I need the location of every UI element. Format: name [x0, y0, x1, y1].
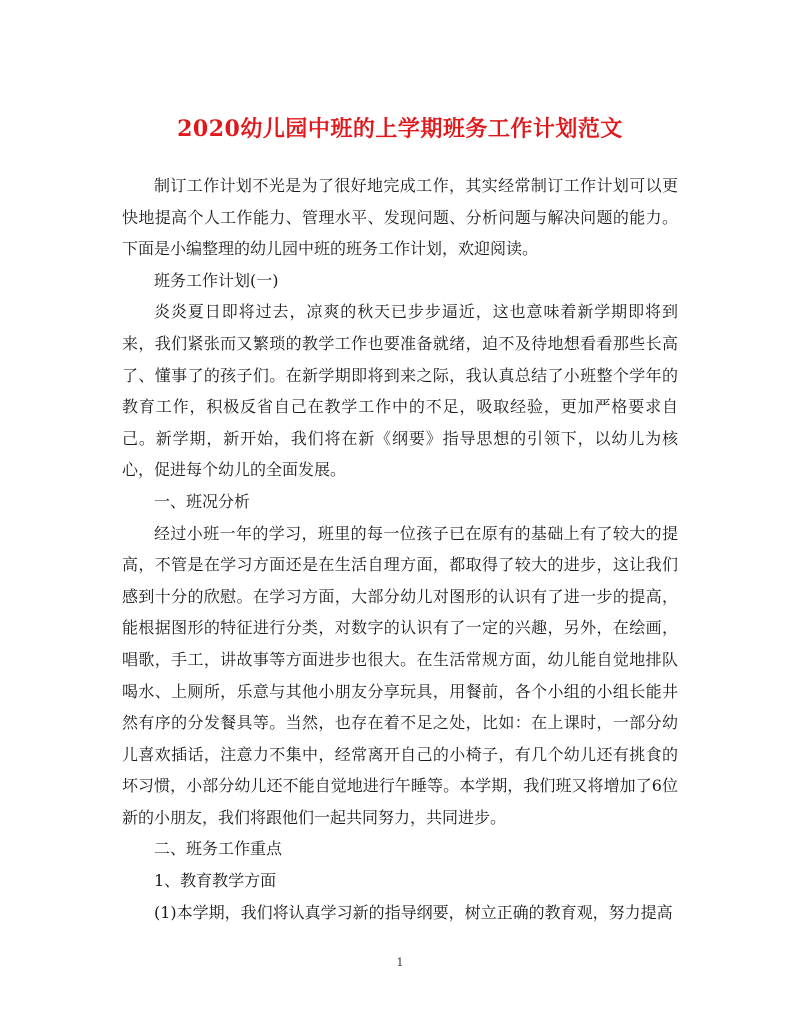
page-number: 1	[396, 956, 404, 969]
intro-paragraph: 制订工作计划不光是为了很好地完成工作，其实经常制订工作计划可以更快地提高个人工作能力、管理水平、发现问题、分析问题与解决问题的能力。下面是小编整理的幼儿园中班的班务工作计划，欢迎阅读。	[122, 176, 678, 259]
plan-heading: 班务工作计划(一)	[154, 270, 279, 290]
teaching-item-paragraph: (1)本学期，我们将认真学习新的指导纲要，树立正确的教育观，努力提高	[154, 902, 673, 922]
document-body	[122, 170, 678, 928]
section-heading-work-focus: 二、班务工作重点	[154, 839, 283, 859]
section-heading-class-analysis: 一、班况分析	[154, 491, 251, 511]
class-analysis-paragraph: 经过小班一年的学习，班里的每一位孩子已在原有的基础上有了较大的提高，不管是在学习方面还是在生活自理方面，都取得了较大的进步，这让我们感到十分的欣慰。在学习方面，大部分幼儿对图形的认识有了进一步的提高，能根据图形的特征进行分类，对数字的认识有了一定的兴趣，另外，在绘画，唱歌，手工，讲故事等方面进步也很大。在生活常规方面，幼儿能自觉地排队喝水、上厕所，乐意与其他小朋友分享玩具，用餐前，各个小组的小组长能井然有序的分发餐具等。当然，也存在着不足之处，比如：在上课时，一部分幼儿喜欢插话，注意力不集中，经常离开自己的小椅子，有几个幼儿还有挑食的坏习惯，小部分幼儿还不能自觉地进行午睡等。本学期，我们班又将增加了6位新的小朋友，我们将跟他们一起共同努力，共同进步。	[122, 523, 678, 827]
document-title: 2020幼儿园中班的上学期班务工作计划范文	[177, 116, 623, 142]
subsection-heading-teaching: 1、教育教学方面	[154, 871, 277, 891]
opening-paragraph: 炎炎夏日即将过去，凉爽的秋天已步步逼近，这也意味着新学期即将到来，我们紧张而又繁琐的教学工作也要准备就绪，迫不及待地想看看那些长高了、懂事了的孩子们。在新学期即将到来之际，我认真总结了小班整个学年的教育工作，积极反省自己在教学工作中的不足，吸取经验，更加严格要求自己。新学期，新开始，我们将在新《纲要》指导思想的引领下，以幼儿为核心，促进每个幼儿的全面发展。	[122, 302, 678, 480]
